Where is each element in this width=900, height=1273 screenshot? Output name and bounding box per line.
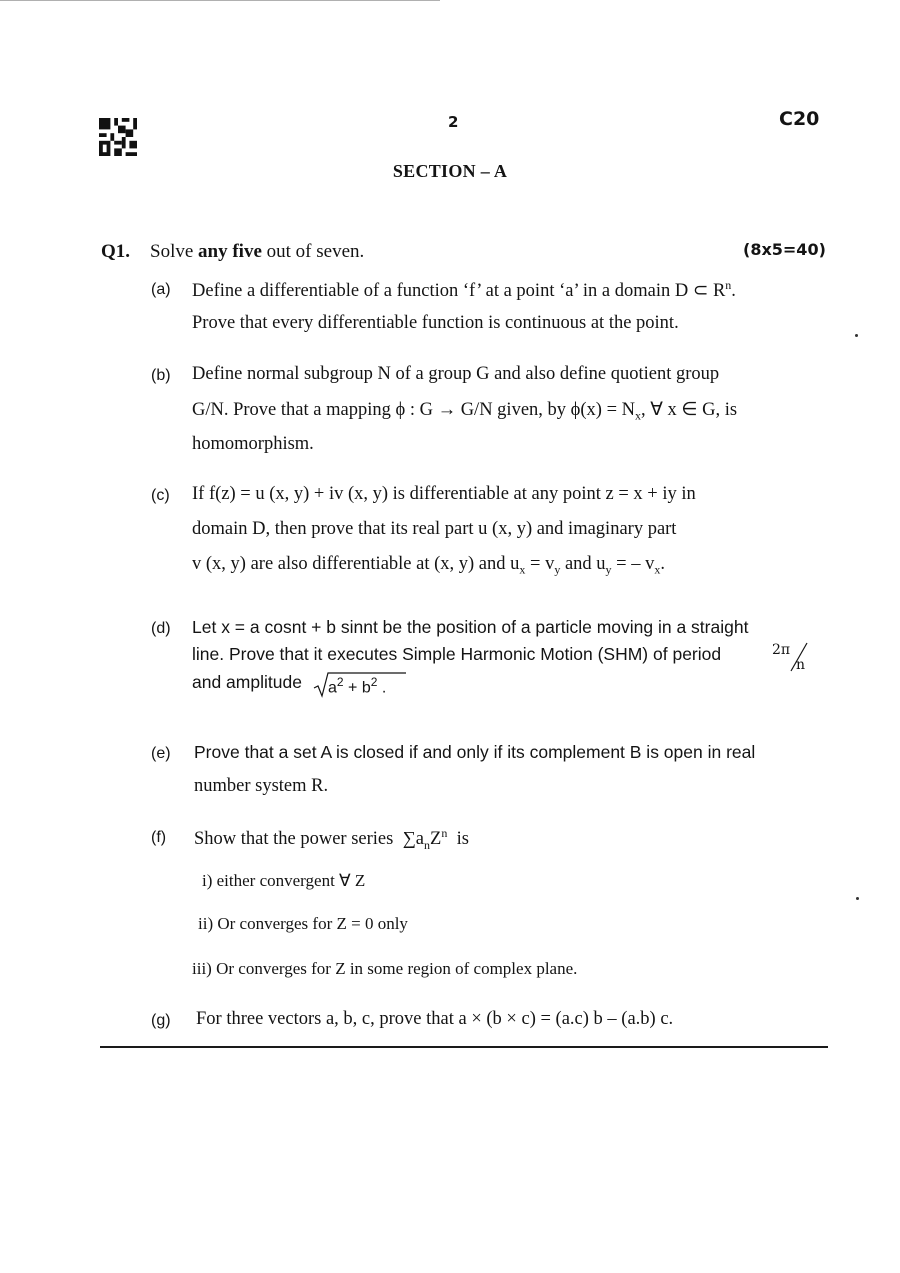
part-a-line-2: Prove that every differentiable function is continuous at the point. — [192, 313, 679, 333]
part-a-label: (a) — [151, 281, 171, 298]
paper-code: C20 — [779, 108, 820, 130]
period-denominator: n — [796, 657, 806, 673]
part-e-line-2: number system R. — [194, 776, 329, 796]
scan-speck — [855, 334, 858, 337]
question-number: Q1. — [101, 241, 131, 262]
part-e-line-1: Prove that a set A is closed if and only if its complement B is open in real — [194, 742, 756, 762]
period-fraction — [772, 642, 806, 673]
part-c-label: (c) — [151, 487, 170, 504]
part-b-line-1: Define normal subgroup N of a group G and also define quotient group — [192, 364, 720, 384]
question-marks: (8x5=40) — [743, 240, 826, 259]
top-rule — [0, 0, 440, 1]
part-f-item-iii: iii) Or converges for Z in some region of complex plane. — [192, 959, 578, 978]
part-e-label: (e) — [151, 745, 171, 762]
part-f-item-ii: ii) Or converges for Z = 0 only — [198, 914, 408, 933]
amplitude-expression: $a^2 + b^2$ . — [328, 675, 387, 697]
scan-speck — [856, 897, 859, 900]
part-g-label: (g) — [151, 1012, 171, 1029]
part-a-line-1: Define a differentiable of a function ‘f’ at a point ‘a’ in a domain D ⊂ $R^n$. — [192, 278, 736, 302]
part-c-line-3: v (x, y) are also differentiable at (x, y) and $u_x = v_y$ and $u_y$ = – $v_x$. — [192, 554, 665, 577]
part-c-line-1: If f(z) = u (x, y) + iv (x, y) is differentiable at any point z = x + iy in — [192, 484, 696, 504]
part-b-label: (b) — [151, 367, 171, 384]
part-f-label: (f) — [151, 829, 167, 846]
qr-code-icon — [99, 118, 137, 156]
part-d-label: (d) — [151, 620, 171, 637]
period-numerator: 2π — [772, 642, 791, 658]
part-d-line-3: and amplitude — [192, 672, 302, 692]
part-b-line-3: homomorphism. — [192, 434, 314, 454]
part-b-line-2: G/N. Prove that a mapping ϕ : G → G/N given, by $\phi(x) = N_x$, ∀ x ∈ G, is — [192, 400, 738, 423]
page-number: 2 — [448, 113, 459, 131]
part-d-line-2: line. Prove that it executes Simple Harmonic Motion (SHM) of period — [192, 644, 722, 664]
section-title: SECTION – A — [392, 161, 508, 181]
bottom-rule — [100, 1046, 828, 1048]
part-d-line-1: Let x = a cosnt + b sinnt be the position of a particle moving in a straight — [192, 617, 749, 637]
question-instruction: Solve any five out of seven. — [150, 241, 365, 262]
part-f-line-1: Show that the power series $\sum a_nZ^n$ is — [194, 826, 469, 852]
part-f-item-i: i) either convergent ∀ Z — [202, 871, 366, 890]
part-c-line-2: domain D, then prove that its real part u (x, y) and imaginary part — [192, 519, 677, 539]
part-g-line-1: For three vectors a, b, c, prove that a × (b × c) = (a.c) b – (a.b) c. — [196, 1009, 674, 1029]
